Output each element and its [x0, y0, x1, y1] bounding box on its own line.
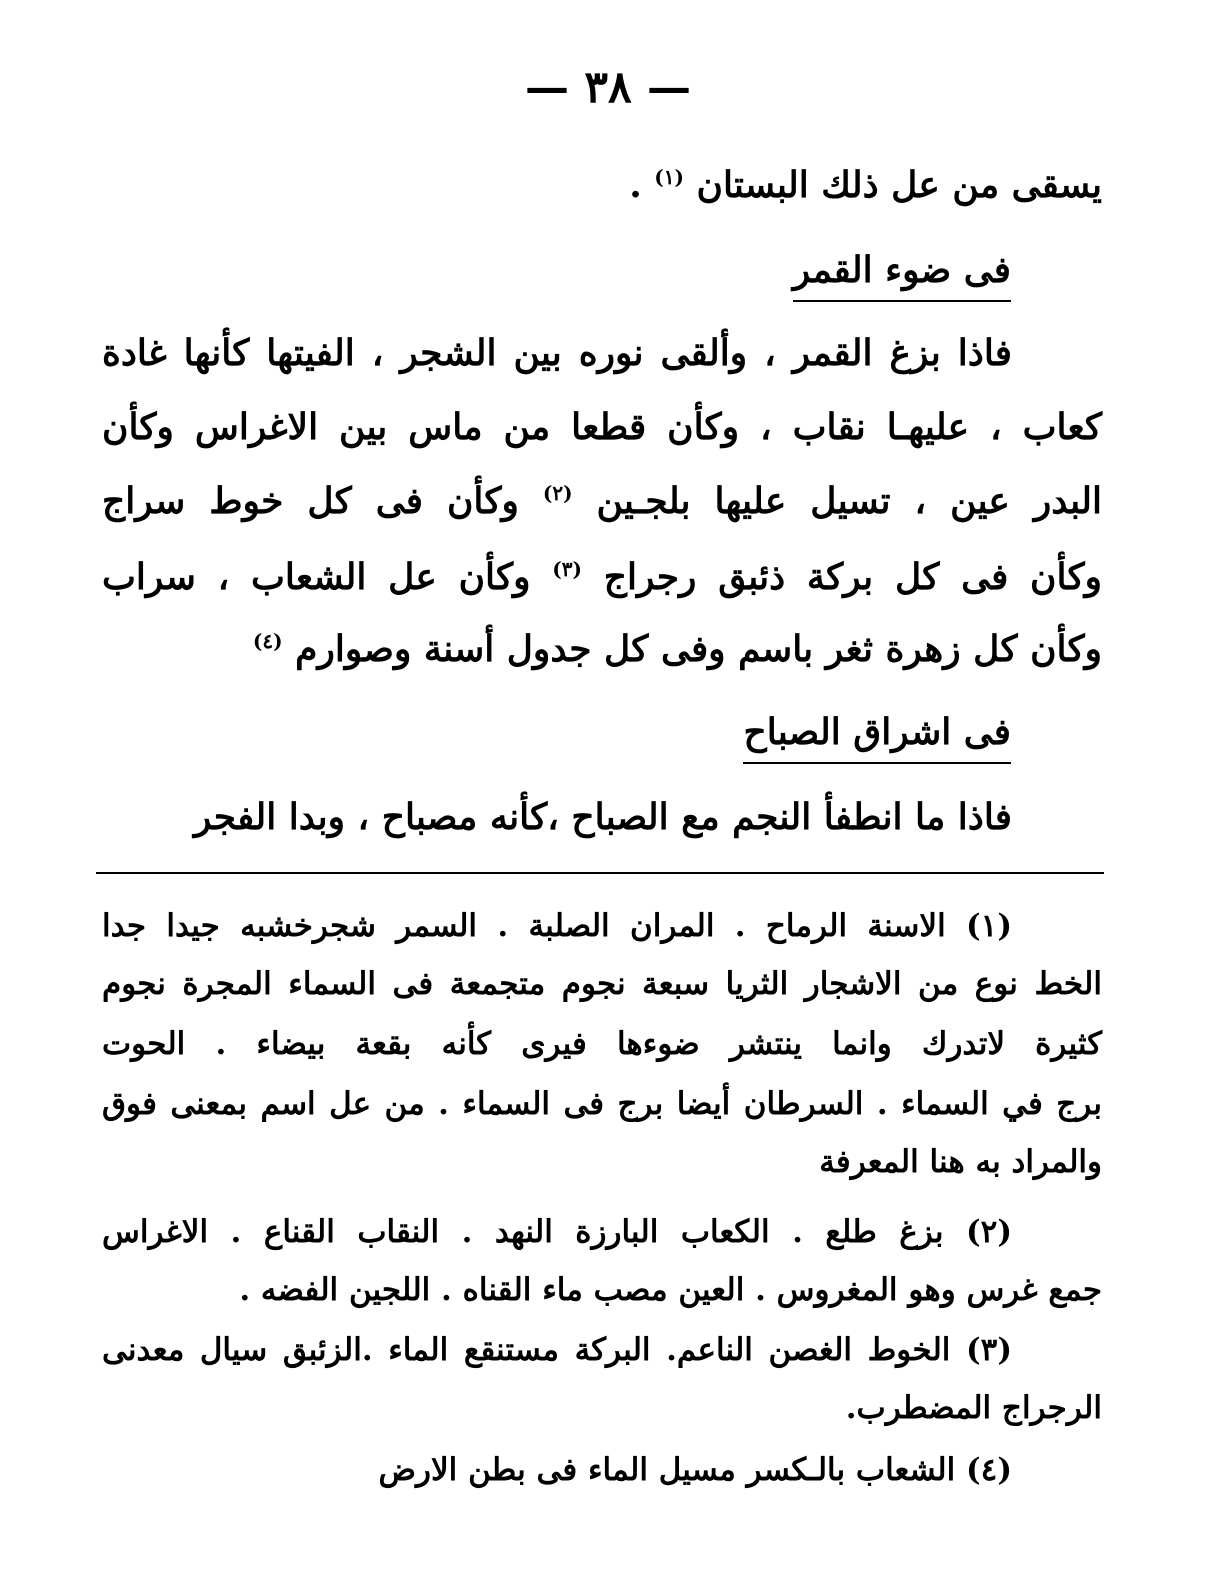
footnote-line: (٣) الخوط الغصن الناعم. البركة مستنقع الماء .الزئبق سيال معدنى — [102, 1332, 1012, 1368]
section-heading-sunrise: فى اشراق الصباح — [743, 708, 1011, 764]
footnote-line: الرجراج المضطرب. — [845, 1390, 1102, 1426]
body-line-text: البدر عين ، تسيل عليها بلجـين — [596, 480, 1102, 522]
body-line-text: وكأن عل الشعاب ، سراب — [102, 556, 531, 598]
footnote-line: (٢) بزغ طلع . الكعاب البارزة النهد . النقاب القناع . الاغراس — [102, 1214, 1012, 1250]
body-line-1 — [102, 160, 1102, 210]
footnote-line: كثيرة لاتدرك وانما ينتشر ضوءها فيرى كأنه بقعة بيضاء . الحوت — [102, 1026, 1102, 1062]
body-line — [102, 624, 1102, 674]
footnote-ref-4: (٤) — [252, 629, 283, 653]
body-line-text: وكأن كل زهرة ثغر باسم وفى كل جدول أسنة وصوارم — [295, 628, 1102, 670]
body-line — [102, 476, 1102, 526]
body-line-1-text: يسقى من عل ذلك البستان — [696, 164, 1102, 206]
footnote-line: (١) الاسنة الرماح . المران الصلبة . السمر شجرخشبه جيدا جدا — [102, 908, 1012, 944]
footnote-line: جمع غرس وهو المغروس . العين مصب ماء القناه . اللجين الفضه . — [239, 1272, 1102, 1308]
footnote-line: والمراد به هنا المعرفة — [819, 1144, 1102, 1180]
footnote-line: برج في السماء . السرطان أيضا برج فى السماء . من عل اسم بمعنى فوق — [102, 1086, 1102, 1122]
body-line: فاذا ما انطفأ النجم مع الصباح ،كأنه مصباح ، وبدا الفجر — [193, 796, 1012, 838]
footnote-ref-3: (٣) — [552, 557, 582, 581]
footnote-ref-2: (٢) — [542, 481, 573, 505]
footnote-divider — [96, 872, 1104, 874]
footnote-line: الخط نوع من الاشجار الثريا سبعة نجوم متجمعة فى السماء المجرة نجوم — [102, 966, 1102, 1002]
body-line: فاذا بزغ القمر ، وألقى نوره بين الشجر ، الفيتها كأنها غادة — [102, 332, 1012, 374]
body-line — [102, 552, 1102, 602]
body-line-text: وكأن فى كل بركة ذئبق رجراج — [603, 556, 1102, 598]
page-number: — ٣٨ — — [525, 62, 691, 113]
body-line-text: وكأن فى كل خوط سراج — [102, 480, 519, 522]
body-line-1-end: . — [629, 164, 642, 206]
section-heading-moonlight: فى ضوء القمر — [793, 246, 1011, 302]
footnote-line: (٤) الشعاب بالـكسر مسيل الماء فى بطن الارض — [378, 1452, 1012, 1488]
body-line: كعاب ، عليهـا نقاب ، وكأن قطعا من ماس بين الاغراس وكأن — [102, 406, 1102, 448]
footnote-ref-1: (١) — [654, 165, 684, 189]
